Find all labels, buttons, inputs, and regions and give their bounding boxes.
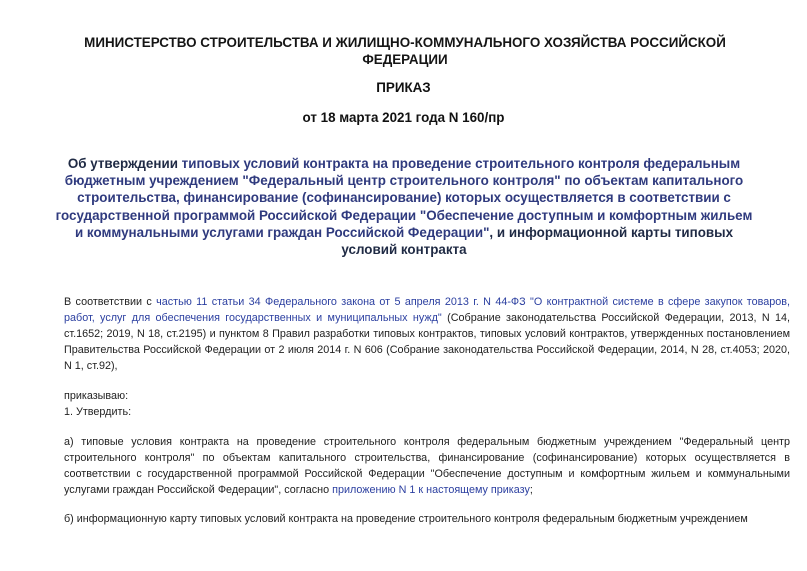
subject-suffix: , и информационной карты типовых условий контракта: [341, 224, 734, 258]
item-1a-text: а) типовые условия контракта на проведение строительного контроля федеральным бюджетным учреждением "Федеральный центр строительного контроля" по объектам капитального строительства, финансирование (софинансирование) которых осуществляется в соответствии с государственной программой Российской Федерации "Обеспечение доступным и комфортным жильем и коммунальными услугами граждан Российской Федерации", согласно: [64, 436, 790, 496]
order-word: приказываю:: [64, 390, 129, 402]
ministry-heading: МИНИСТЕРСТВО СТРОИТЕЛЬСТВА И ЖИЛИЩНО-КОММУНАЛЬНОГО ХОЗЯЙСТВА РОССИЙСКОЙ ФЕДЕРАЦИИ: [84, 35, 726, 67]
item-1a-end: ;: [529, 484, 533, 496]
subject-prefix: Об утверждении: [67, 156, 182, 171]
preamble-suffix: (Собрание законодательства Российской Федерации, 2013, N 14, ст.1652; 2019, N 18, ст.2195) и пунктом 8 Правил разработки типовых контрактов, типовых условий контрактов, утвержденных постановлением Правительства Российской Федерации от 2 июля 2014 г. N 606 (Собрание законодательства Российской Федерации, 2014, N 28, ст.4053; 2020, N 1, ст.92),: [64, 312, 790, 372]
preamble-paragraph: [40, 294, 790, 374]
law-reference-link[interactable]: частью 11 статьи 34 Федерального закона от 5 апреля 2013 г. N 44-ФЗ "О контрактной системе в сфере закупок товаров, работ, услуг для обеспечения государственных и муниципальных нужд": [64, 296, 790, 324]
document-subject: [52, 155, 756, 258]
document-type: ПРИКАЗ: [376, 80, 431, 95]
appendix-1-link[interactable]: приложению N 1 к настоящему приказу: [332, 484, 530, 496]
document-date-number: от 18 марта 2021 года N 160/пр: [302, 110, 505, 125]
item-1b-paragraph: б) информационную карту типовых условий контракта на проведение строительного контроля федеральным бюджетным учреждением: [64, 513, 748, 525]
item-1a-paragraph: [40, 434, 790, 498]
preamble-prefix: В соответствии с: [64, 296, 157, 308]
item-1: 1. Утвердить:: [64, 406, 132, 418]
subject-link[interactable]: типовых условий контракта на проведение строительного контроля федеральным бюджетным учреждением "Федеральный центр строительного контроля" по объектам капитального строительства, финансирование (софинансирование) которых осуществляется в соответствии с государственной программой Российской Федерации "Обеспечение доступным и комфортным жильем и коммунальными услугами граждан Российской Федерации": [55, 156, 753, 240]
